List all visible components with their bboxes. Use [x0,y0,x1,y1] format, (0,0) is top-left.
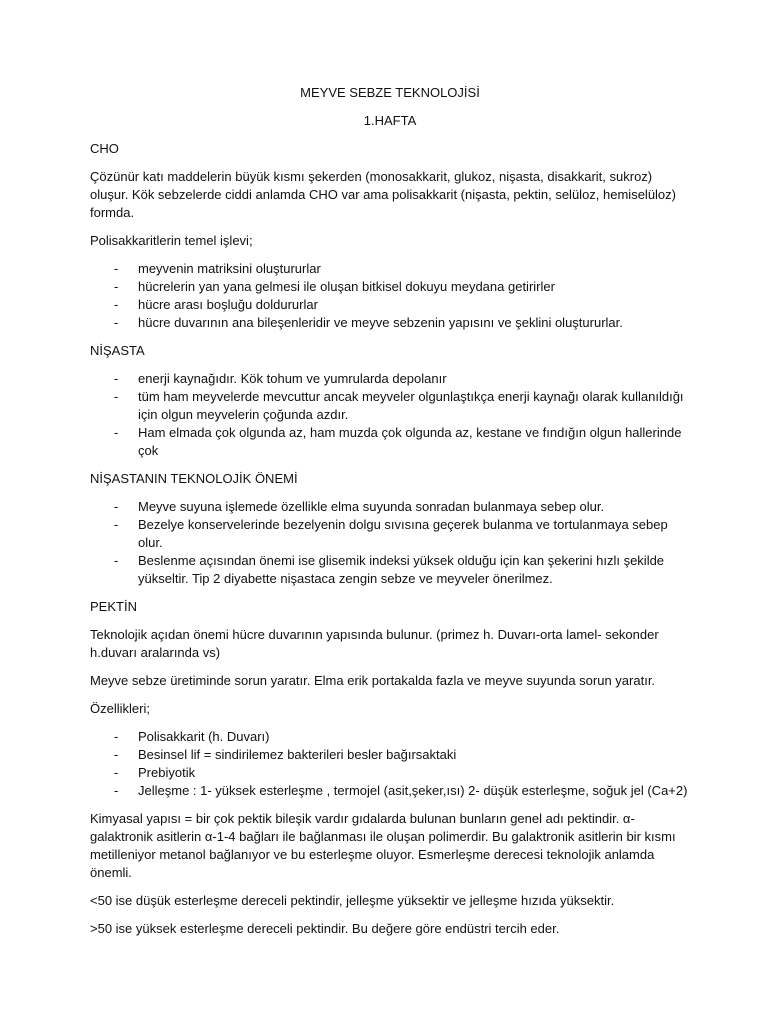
list-item: - Jelleşme : 1- yüksek esterleşme , termojel (asit,şeker,ısı) 2- düşük esterleşme, soğuk jel (Ca+2) [90,782,690,800]
list-item: - hücrelerin yan yana gelmesi ile oluşan bitkisel dokuyu meydana getirirler [90,278,690,296]
list-item: - Polisakkarit (h. Duvarı) [90,728,690,746]
list-pektin-ozellikler [90,728,690,800]
document-title: MEYVE SEBZE TEKNOLOJİSİ [300,85,480,100]
list-item: - hücre duvarının ana bileşenleridir ve meyve sebzenin yapısını ve şeklini oluştururlar. [90,314,690,332]
list-polisakkarit [90,260,690,332]
heading-pektin: PEKTİN [90,599,137,614]
paragraph-ozellikler-intro: Özellikleri; [90,701,150,716]
paragraph-low-esterification: <50 ise düşük esterleşme dereceli pektindir, jelleşme yüksektir ve jelleşme hızıda yüksektir. [90,893,615,908]
paragraph-cho: Çözünür katı maddelerin büyük kısmı şekerden (monosakkarit, glukoz, nişasta, disakkarit, sukroz) oluşur. Kök sebzelerde ciddi anlamda CHO var ama polisakkarit (nişasta, pektin, selüloz, hemiselüloz) formda. [90,169,676,220]
paragraph-pektin-1: Teknolojik açıdan önemi hücre duvarının yapısında bulunur. (primez h. Duvarı-orta lamel- sekonder h.duvarı aralarında vs) [90,627,659,660]
paragraph-high-esterification: >50 ise yüksek esterleşme dereceli pektindir. Bu değere göre endüstri tercih eder. [90,921,560,936]
list-item: - tüm ham meyvelerde mevcuttur ancak meyveler olgunlaştıkça enerji kaynağı olarak kullanıldığı için olgun meyvelerin çoğunda azdır. [90,388,690,424]
list-nisasta-onem [90,498,690,588]
list-item: - Meyve suyuna işlemede özellikle elma suyunda sonradan bulanmaya sebep olur. [90,498,690,516]
list-item: - meyvenin matriksini oluştururlar [90,260,690,278]
document-page [90,84,690,948]
list-nisasta [90,370,690,460]
week-label: 1.HAFTA [363,113,417,128]
list-item: - Besinsel lif = sindirilemez bakterileri besler bağırsaktaki [90,746,690,764]
list-item: - enerji kaynağıdır. Kök tohum ve yumrularda depolanır [90,370,690,388]
list-item: - Bezelye konservelerinde bezelyenin dolgu sıvısına geçerek bulanma ve tortulanmaya sebep olur. [90,516,690,552]
heading-nisasta: NİŞASTA [90,343,145,358]
paragraph-polisakkarit-intro: Polisakkaritlerin temel işlevi; [90,233,253,248]
list-item: - Beslenme açısından önemi ise glisemik indeksi yüksek olduğu için kan şekerini hızlı şekilde yükseltir. Tip 2 diyabette nişastaca zengin sebze ve meyveler önerilmez. [90,552,690,588]
list-item: - hücre arası boşluğu doldururlar [90,296,690,314]
paragraph-kimyasal-yapi: Kimyasal yapısı = bir çok pektik bileşik vardır gıdalarda bulunan bunların genel adı pektindir. α-galaktronik asitlerin α-1-4 bağları ile bağlanması ile oluşan polimerdir. Bu galaktronik asitlerin bir kısmı metilleniyor metanol bağlanıyor ve bu esterleşme oluyor. Esmerleşme derecesi teknolojik anlamda önemli. [90,811,676,880]
list-item: - Prebiyotik [90,764,690,782]
heading-cho: CHO [90,141,119,156]
list-item: - Ham elmada çok olgunda az, ham muzda çok olgunda az, kestane ve fındığın olgun hallerinde çok [90,424,690,460]
paragraph-pektin-2: Meyve sebze üretiminde sorun yaratır. Elma erik portakalda fazla ve meyve suyunda sorun yaratır. [90,673,656,688]
heading-nisasta-onem: NİŞASTANIN TEKNOLOJİK ÖNEMİ [90,471,298,486]
